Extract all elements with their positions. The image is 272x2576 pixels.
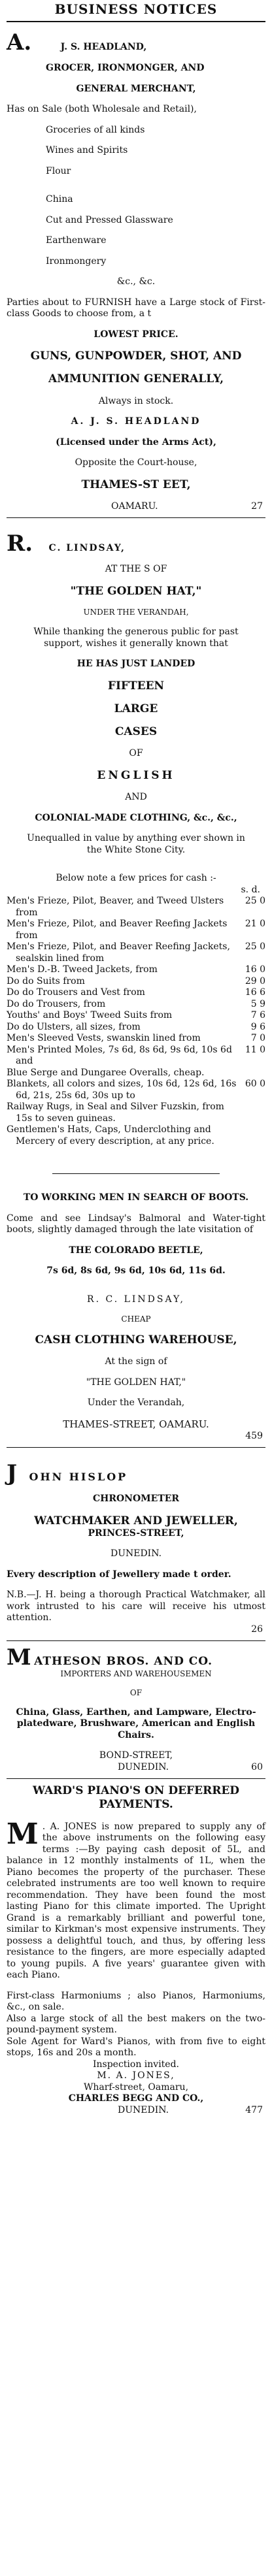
drop-initial: M — [7, 1817, 39, 1851]
hislop-advert — [7, 1453, 265, 1635]
furnish-notice: Parties about to FURNISH have a Large stock of First-class Goods to choose from, a t — [7, 297, 265, 319]
at-sign-line: AT THE S OF — [105, 564, 167, 575]
two-pound-line: Also a large stock of all the best makers on the two-pound-payment system. — [7, 2013, 265, 2035]
clothing-line: COLONIAL-MADE CLOTHING, &c., &c., — [35, 812, 237, 823]
divider — [7, 1447, 265, 1448]
matheson-advert — [7, 1646, 265, 1773]
advert-footer — [7, 1762, 265, 1774]
price-item-text: Blankets, all colors and sizes, 10s 6d, 12s 6d, 16s 6d, 21s, 25s 6d, 30s up to — [7, 1079, 237, 1101]
jones-piano-advert — [7, 1784, 265, 2116]
piano-heading-2: PAYMENTS. — [99, 1798, 173, 1812]
price-item-text: Men's Printed Moles, 7s 6d, 8s 6d, 9s 6d, 10s 6d and — [7, 1044, 232, 1066]
qty-line: FIFTEEN — [107, 679, 165, 693]
boot-prices: 7s 6d, 8s 6d, 9s 6d, 10s 6d, 11s 6d. — [46, 1265, 226, 1276]
drop-initial: A. — [7, 29, 32, 56]
unequalled-line: Unequalled in value by anything ever shown in the White Stone City. — [27, 833, 245, 855]
importers-line: IMPORTERS AND WAREHOUSEMEN — [60, 1669, 212, 1678]
matheson-name-line — [7, 1646, 265, 1669]
firm-name: C. LINDSAY, — [48, 543, 126, 554]
etc-line: &c., &c. — [116, 276, 156, 287]
price-item-value: 7 6 — [250, 1010, 265, 1020]
landed-line: HE HAS JUST LANDED — [76, 659, 196, 669]
inspection-line: Inspection invited. — [92, 2059, 180, 2070]
drop-initial: J — [7, 1460, 18, 1486]
warehouse-line: CASH CLOTHING WAREHOUSE, — [35, 1333, 237, 1346]
advert-footer — [7, 501, 265, 513]
begg-line: CHARLES BEGG AND CO., — [68, 2093, 204, 2104]
goods-item: Cut and Pressed Glassware — [46, 214, 173, 225]
street-line: THAMES-STREET, OAMARU. — [63, 1418, 209, 1430]
piano-heading: WARD'S PIANO'S ON DEFERRED — [32, 1784, 240, 1797]
nb-paragraph: N.B.—J. H. being a thorough Practical Watchmaker, all work intrusted to his care will receive his utmost attention. — [7, 1590, 265, 1623]
boots-paragraph: Come and see Lindsay's Balmoral and Water-tight boots, slightly damaged through the late visitation of — [7, 1213, 265, 1235]
price-item-text: Blue Serge and Dungaree Overalls, cheap. — [7, 1067, 205, 1078]
price-item-value: 7 0 — [250, 1033, 265, 1043]
address-line: PRINCES-STREET, — [88, 1527, 184, 1539]
qty-line: LARGE — [114, 702, 158, 715]
goods-item: Wines and Spirits — [46, 145, 128, 155]
price-item-value — [241, 1068, 265, 1079]
firm-name: J. S. HEADLAND, — [60, 42, 147, 52]
price-row — [7, 919, 265, 941]
qty-line: OF — [129, 748, 143, 759]
divider — [7, 517, 265, 518]
prices-intro: Below note a few prices for cash :- — [56, 873, 216, 883]
at-sign-of: At the sign of — [105, 1356, 167, 1367]
beetle-line: THE COLORADO BEETLE, — [69, 1245, 203, 1256]
licence-line: (Licensed under the Arms Act), — [56, 436, 216, 448]
signature: A. J. S. HEADLAND — [71, 416, 201, 427]
trade-title: GROCER, IRONMONGER, AND — [46, 63, 205, 73]
drop-initial: R. — [7, 530, 33, 557]
lowest-price: LOWEST PRICE. — [94, 329, 178, 340]
price-row — [7, 1101, 265, 1124]
signature: M. A. JONES, — [97, 2070, 175, 2081]
street-line: Wharf-street, Oamaru, — [83, 2081, 189, 2093]
price-item-text: Do do Ulsters, all sizes, from — [7, 1021, 141, 1032]
price-row — [7, 964, 265, 976]
short-divider — [52, 1173, 220, 1174]
jewellery-line: Every description of Jewellery made t order. — [7, 1569, 231, 1580]
town: DUNEDIN. — [118, 1761, 169, 1772]
advert-number: 459 — [245, 1430, 263, 1441]
divider — [7, 1640, 265, 1641]
town-line: DUNEDIN. — [110, 1548, 162, 1559]
address-line: Opposite the Court-house, — [75, 457, 197, 468]
goods-item: Ironmongery — [46, 255, 107, 267]
price-item-value: 29 0 — [245, 975, 265, 986]
advert-number: 27 — [251, 500, 263, 512]
price-item-text: Men's Frieze, Pilot, and Beaver Reefing Jackets from — [7, 919, 228, 941]
signature: R. C. LINDSAY, — [87, 1294, 185, 1305]
price-list — [7, 896, 265, 1147]
price-item-value — [241, 1101, 265, 1124]
price-item-text: Do do Trousers and Vest from — [7, 987, 145, 998]
working-men-heading: TO WORKING MEN IN SEARCH OF BOOTS. — [23, 1192, 249, 1203]
advert-number: 477 — [245, 2104, 263, 2115]
price-item-text: Men's Frieze, Pilot, Beaver, and Tweed Ulsters from — [7, 896, 224, 918]
headland-firm-line — [7, 31, 265, 54]
advert-number: 60 — [251, 1761, 263, 1772]
advert-number: 26 — [251, 1623, 263, 1635]
price-item-value: 16 6 — [245, 987, 265, 998]
price-row — [7, 1124, 265, 1147]
price-row — [7, 1010, 265, 1022]
price-item-text: Railway Rugs, in Seal and Silver Fuzskin, from 15s to seven guineas. — [7, 1101, 224, 1124]
golden-hat-2: "THE GOLDEN HAT," — [86, 1377, 186, 1388]
price-row — [7, 941, 265, 964]
harmoniums-line: First-class Harmoniums ; also Pianos, Harmoniums, &c., on sale. — [7, 1990, 265, 2012]
page-header: BUSINESS NOTICES — [7, 0, 265, 22]
price-item-text: Men's D.-B. Tweed Jackets, from — [7, 964, 158, 975]
verandah-2: Under the Verandah, — [87, 1397, 185, 1409]
on-sale-line: Has on Sale (both Wholesale and Retail), — [7, 104, 197, 114]
verandah-line: UNDER THE VERANDAH, — [83, 608, 189, 617]
price-item-value: 25 0 — [245, 896, 265, 906]
cheap-line: CHEAP — [121, 1314, 151, 1324]
drop-initial: M — [7, 1644, 31, 1671]
price-columns: s. d. — [241, 884, 260, 895]
divider — [7, 1778, 265, 1779]
street-line: THAMES-ST EET, — [81, 478, 191, 491]
advert-footer — [7, 2105, 265, 2117]
lindsay-advert — [7, 523, 265, 1442]
piano-text: . A. JONES is now prepared to supply any of the above instruments on the following easy terms :—By paying cash deposit of 5L, and balance in 12 monthly instalments of 1L, when the Piano becomes the property of the purchaser. These celebrated instruments are too well known to require recommendation. They have been found the most lasting Piano for this climate imported. The Upright Grand is a remarkably brilliant and powerful tone, similar to Kirkman's most expensive instruments. They possess a delightful touch, and thus, by offering less resistance to the fingers, are more especially adapted to young pupils. A five years' guarantee given with each Piano. — [7, 1821, 265, 1980]
price-item-value: 16 0 — [245, 964, 265, 975]
of-line: OF — [129, 1687, 143, 1697]
goods-item: China — [46, 194, 73, 204]
price-row — [7, 987, 265, 999]
stock-line: Always in stock. — [98, 395, 174, 406]
town: DUNEDIN. — [118, 2104, 169, 2115]
price-item-value: 11 0 — [245, 1044, 265, 1055]
price-row — [7, 976, 265, 988]
hislop-name-line — [7, 1462, 265, 1484]
price-row — [7, 1068, 265, 1079]
price-item-value: 5 9 — [250, 998, 265, 1009]
price-item-text: Men's Frieze, Pilot, and Beaver Reefing Jackets, sealskin lined from — [7, 941, 230, 964]
qty-line: ENGLISH — [97, 768, 175, 782]
price-row — [7, 999, 265, 1011]
lindsay-name-line — [7, 532, 265, 555]
trade-title-2: GENERAL MERCHANT, — [76, 83, 196, 94]
price-row — [7, 1033, 265, 1045]
price-row — [7, 1079, 265, 1101]
sole-agent-line: Sole Agent for Ward's Pianos, with from five to eight stops, 16s and 20s a month. — [7, 2036, 265, 2058]
price-item-value — [241, 1124, 265, 1147]
goods-item: Flour — [46, 165, 71, 176]
firm-name: OHN HISLOP — [29, 1471, 128, 1483]
price-row — [7, 1022, 265, 1034]
price-item-text: Men's Sleeved Vests, swanskin lined from — [7, 1033, 201, 1043]
goods-item: Groceries of all kinds — [46, 124, 145, 135]
price-item-value: 21 0 — [245, 919, 265, 929]
headland-advert — [7, 22, 265, 512]
price-item-value: 9 6 — [250, 1021, 265, 1032]
qty-line: AND — [125, 792, 147, 802]
price-item-text: Do do Trousers, from — [7, 998, 106, 1009]
watchmaker-line: WATCHMAKER AND JEWELLER, — [34, 1514, 238, 1527]
goods-item: Earthenware — [46, 235, 107, 246]
golden-hat: "THE GOLDEN HAT," — [70, 584, 202, 598]
street-line: BOND-STREET, — [99, 1750, 173, 1761]
price-row — [7, 896, 265, 919]
chronometer-line: CHRONOMETER — [92, 1493, 180, 1504]
piano-paragraph — [7, 1817, 265, 1981]
guns-line: GUNS, GUNPOWDER, SHOT, AND — [30, 350, 242, 363]
price-row — [7, 1045, 265, 1068]
price-item-text: Youths' and Boys' Tweed Suits from — [7, 1010, 173, 1020]
thanks-paragraph: While thanking the generous public for past support, wishes it generally known that — [33, 627, 239, 649]
price-item-value: 60 0 — [245, 1079, 265, 1089]
qty-line: CASES — [114, 725, 158, 738]
price-item-value: 25 0 — [245, 941, 265, 952]
ammunition-line: AMMUNITION GENERALLY, — [48, 372, 224, 386]
goods-paragraph: China, Glass, Earthen, and Lampware, Electro-platedware, Brushware, American and English Chairs. — [16, 1706, 256, 1740]
price-item-text: Gentlemen's Hats, Caps, Underclothing and Mercery of every description, at any price. — [7, 1124, 214, 1147]
town: OAMARU. — [111, 500, 158, 512]
price-item-text: Do do Suits from — [7, 975, 85, 986]
firm-name: ATHESON BROS. AND CO. — [34, 1655, 213, 1669]
